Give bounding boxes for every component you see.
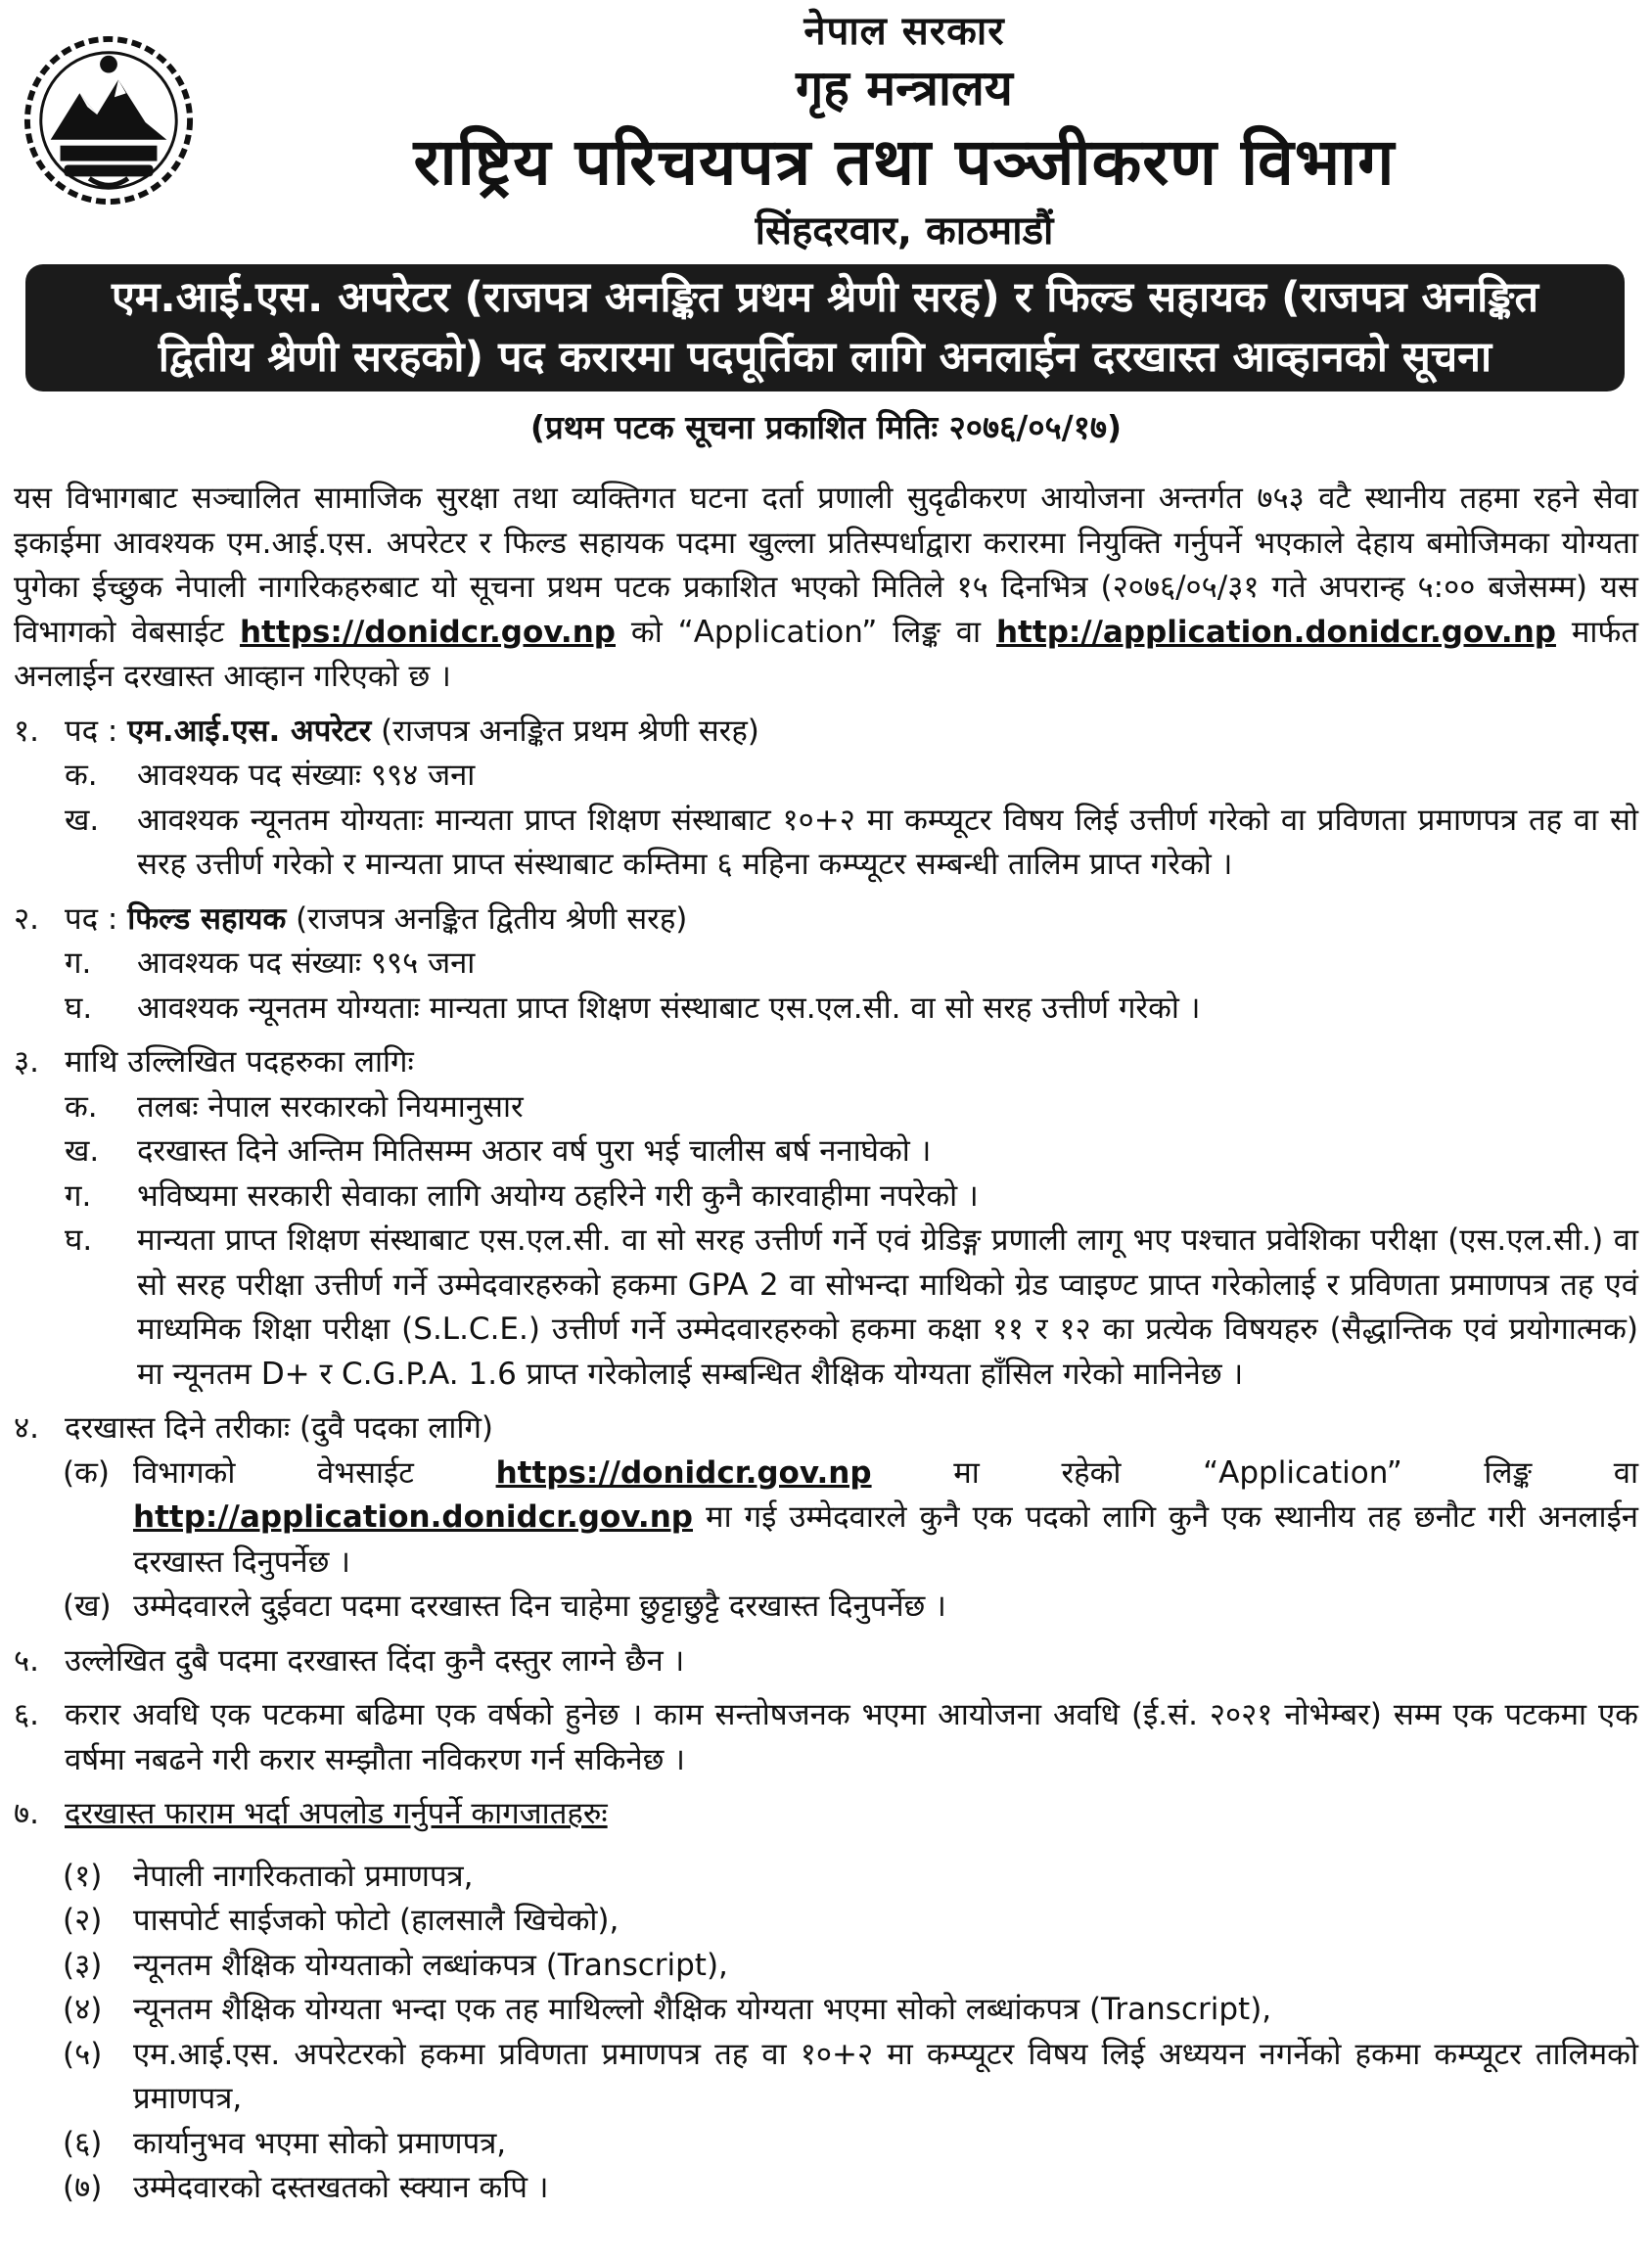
- item-text: एम.आई.एस. अपरेटरको हकमा प्रविणता प्रमाणपत्र तह वा १०+२ मा कम्प्यूटर विषय लिई अध्ययन नगर्नेको हकमा कम्प्यूटर तालिमको प्रमाणपत्र,: [133, 2036, 1638, 2116]
- list-item: [14, 2166, 1638, 2211]
- section-number: ४.: [14, 1410, 39, 1446]
- intro-text-2: को “Application” लिङ्क वा: [630, 614, 982, 650]
- nepal-emblem-icon: [22, 33, 196, 207]
- item-label: ग.: [65, 945, 92, 981]
- post-grade: (राजपत्र अनङ्कित द्वितीय श्रेणी सरह): [296, 900, 688, 937]
- section-4-heading: [14, 1406, 1638, 1451]
- section-1-heading: [14, 710, 1638, 755]
- item-label: (क): [63, 1454, 110, 1491]
- item-label: ख.: [65, 802, 100, 838]
- section-3-heading: [14, 1040, 1638, 1085]
- item-text: आवश्यक पद संख्याः ९९४ जना: [137, 758, 476, 793]
- section-number: ३.: [14, 1044, 39, 1080]
- post-grade: (राजपत्र अनङ्कित प्रथम श्रेणी सरह): [381, 713, 759, 749]
- post-label: पद :: [65, 713, 118, 749]
- website-link[interactable]: https://donidcr.gov.np: [495, 1454, 872, 1491]
- list-item: [14, 1855, 1638, 1900]
- item-text: मा गई उम्मेदवारले कुनै एक पदको लागि कुनै एक स्थानीय तह छनौट गरी अनलाईन दरखास्त दिनुपर्नेछ ।: [133, 1499, 1639, 1580]
- section-number: १.: [14, 713, 39, 749]
- item-text: मान्यता प्राप्त शिक्षण संस्थाबाट एस.एल.सी. वा सो सरह उत्तीर्ण गर्ने एवं ग्रेडिङ्ग प्रणाली लागू भए पश्चात प्रवेशिका परीक्षा (एस.एल.सी.) वा सो सरह परीक्षा उत्तीर्ण गर्ने उम्मेदवारहरुको हकमा GPA 2 वा सोभन्दा माथिको ग्रेड प्वाइण्ट प्राप्त गरेकोलाई र प्रविणता प्रमाणपत्र तह एवं माध्यमिक शिक्षा परीक्षा (S.L.C.E.) उत्तीर्ण गर्ने उम्मेदवारहरुको हकमा कक्षा ११ र १२ का प्रत्येक विषयहरु (सैद्धान्तिक एवं प्रयोगात्मक) मा न्यूनतम D+ र C.G.P.A. 1.6 प्राप्त गरेकोलाई सम्बन्धित शैक्षिक योग्यता हाँसिल गरेको मानिनेछ ।: [137, 1222, 1638, 1392]
- section-title: माथि उल्लिखित पदहरुका लागिः: [65, 1044, 414, 1080]
- list-item: [14, 754, 1638, 799]
- government-name: नेपाल सरकार: [803, 9, 1005, 54]
- section-title: दरखास्त दिने तरीकाः (दुवै पदका लागि): [65, 1410, 494, 1446]
- item-text: आवश्यक न्यूनतम योग्यताः मान्यता प्राप्त शिक्षण संस्थाबाट १०+२ मा कम्प्यूटर विषय लिई उत्तीर्ण गरेको वा प्रविणता प्रमाणपत्र तह वा सो सरह उत्तीर्ण गरेको र मान्यता प्राप्त संस्थाबाट कम्तिमा ६ महिना कम्प्यूटर सम्बन्धी तालिम प्राप्त गरेको ।: [137, 802, 1638, 882]
- banner-line-2: द्वितीय श्रेणी सरहको) पद करारमा पदपूर्तिका लागि अनलाईन दरखास्त आव्हानको सूचना: [158, 333, 1492, 382]
- list-item: [14, 799, 1638, 888]
- item-text: तलबः नेपाल सरकारको नियमानुसार: [137, 1088, 524, 1125]
- item-label: ग.: [65, 1177, 92, 1214]
- list-item: [14, 1175, 1638, 1220]
- list-item: [14, 987, 1638, 1032]
- section-number: ७.: [14, 1796, 39, 1831]
- section-number: ५.: [14, 1642, 39, 1679]
- item-text: उम्मेदवारको दस्तखतको स्क्यान कपि ।: [133, 2170, 549, 2205]
- banner-line-1: एम.आई.एस. अपरेटर (राजपत्र अनङ्कित प्रथम श्रेणी सरह) र फिल्ड सहायक (राजपत्र अनङ्कित: [111, 273, 1539, 322]
- item-label: क.: [65, 758, 98, 793]
- item-label: (२): [63, 1903, 103, 1938]
- item-label: (७): [63, 2170, 103, 2205]
- post-title: एम.आई.एस. अपरेटर: [127, 713, 372, 749]
- item-label: क.: [65, 1088, 98, 1125]
- item-text: कार्यानुभव भएमा सोको प्रमाणपत्र,: [133, 2125, 507, 2161]
- item-label: (६): [63, 2125, 103, 2161]
- list-item: [14, 1085, 1638, 1130]
- department-name: राष्ट्रिय परिचयपत्र तथा पञ्जीकरण विभाग: [413, 124, 1396, 200]
- section-5: [14, 1639, 1638, 1684]
- application-link[interactable]: http://application.donidcr.gov.np: [995, 614, 1556, 650]
- intro-text-1: यस विभागबाट सञ्चालित सामाजिक सुरक्षा तथा व्यक्तिगत घटना दर्ता प्रणाली सुदृढीकरण आयोजना अन्तर्गत ७५३ वटै स्थानीय तहमा रहने सेवा इकाईमा आवश्यक एम.आई.एस. अपरेटर र फिल्ड सहायक पदमा खुल्ला प्रतिस्पर्धाद्वारा करारमा नियुक्ति गर्नुपर्ने भएकाले देहाय बमोजिमका योग्यता पुगेका ईच्छुक नेपाली नागरिकहरुबाट यो सूचना प्रथम पटक प्रकाशित भएको मितिले १५ दिनभित्र (२०७६/०५/३१ गते अपरान्ह ५:०० बजेसम्म) यस विभागको वेबसाईट: [14, 481, 1638, 650]
- website-link[interactable]: https://donidcr.gov.np: [239, 614, 616, 650]
- item-text: आवश्यक न्यूनतम योग्यताः मान्यता प्राप्त शिक्षण संस्थाबाट एस.एल.सी. वा सो सरह उत्तीर्ण गरेको ।: [137, 990, 1201, 1026]
- item-text: न्यूनतम शैक्षिक योग्यता भन्दा एक तह माथिल्लो शैक्षिक योग्यता भएमा सोको लब्धांकपत्र (Transcript),: [133, 1992, 1272, 2027]
- item-text: भविष्यमा सरकारी सेवाका लागि अयोग्य ठहरिने गरी कुनै कारवाहीमा नपरेको ।: [137, 1177, 979, 1214]
- ministry-name: गृह मन्त्रालय: [796, 60, 1013, 116]
- item-text: मा रहेको “Application” लिङ्क वा: [953, 1454, 1639, 1491]
- list-item: [14, 1988, 1638, 2033]
- item-label: (३): [63, 1947, 103, 1983]
- section-6: [14, 1693, 1638, 1782]
- item-label: ख.: [65, 1133, 100, 1169]
- letterhead: [196, 6, 1613, 256]
- list-item: [14, 2033, 1638, 2122]
- item-label: (४): [63, 1992, 103, 2027]
- office-location: सिंहदरवार, काठमाडौं: [755, 208, 1054, 253]
- list-item: [14, 1219, 1638, 1397]
- list-item: [14, 1585, 1638, 1630]
- item-text: पासपोर्ट साईजको फोटो (हालसालै खिचेको),: [133, 1903, 620, 1938]
- list-item: [14, 1451, 1638, 1586]
- section-2-heading: [14, 898, 1638, 943]
- item-label: (५): [63, 2036, 103, 2072]
- section-text: उल्लेखित दुबै पदमा दरखास्त दिंदा कुनै दस्तुर लाग्ने छैन ।: [65, 1642, 685, 1679]
- item-text: न्यूनतम शैक्षिक योग्यताको लब्धांकपत्र (Transcript),: [133, 1947, 728, 1983]
- post-label: पद :: [65, 900, 118, 937]
- intro-text-3: मार्फत अनलाईन दरखास्त आव्हान गरिएको छ ।: [14, 614, 1639, 694]
- notice-title-banner: [25, 264, 1625, 392]
- item-text: आवश्यक पद संख्याः ९९५ जना: [137, 945, 476, 981]
- list-item: [14, 1899, 1638, 1944]
- intro-paragraph: [14, 477, 1638, 700]
- section-text: करार अवधि एक पटकमा बढिमा एक वर्षको हुनेछ । काम सन्तोषजनक भएमा आयोजना अवधि (ई.सं. २०२१ नोभेम्बर) सम्म एक पटकमा एक वर्षमा नबढने गरी करार सम्झौता नविकरण गर्न सकिनेछ ।: [65, 1697, 1638, 1777]
- application-link[interactable]: http://application.donidcr.gov.np: [133, 1499, 693, 1535]
- list-item: [14, 1129, 1638, 1175]
- list-item: [14, 1944, 1638, 1989]
- item-label: (१): [63, 1858, 103, 1894]
- item-text: विभागको वेभसाईट: [133, 1454, 414, 1491]
- item-label: (ख): [63, 1589, 112, 1624]
- notice-body: [14, 477, 1638, 2211]
- item-text: नेपाली नागरिकताको प्रमाणपत्र,: [133, 1858, 474, 1894]
- item-label: घ.: [65, 1222, 93, 1258]
- section-title: दरखास्त फाराम भर्दा अपलोड गर्नुपर्ने कागजातहरुः: [65, 1796, 608, 1831]
- item-label: घ.: [65, 990, 93, 1026]
- section-7-heading: [14, 1792, 1638, 1837]
- post-title: फिल्ड सहायक: [127, 900, 287, 937]
- section-number: ६.: [14, 1697, 39, 1732]
- section-number: २.: [14, 900, 39, 937]
- item-text: दरखास्त दिने अन्तिम मितिसम्म अठार वर्ष पुरा भई चालीस बर्ष ननाघेको ।: [137, 1133, 932, 1169]
- list-item: [14, 2122, 1638, 2167]
- list-item: [14, 942, 1638, 987]
- publication-date: (प्रथम पटक सूचना प्रकाशित मितिः २०७६/०५/१७): [529, 408, 1123, 446]
- item-text: उम्मेदवारले दुईवटा पदमा दरखास्त दिन चाहेमा छुट्टाछुट्टै दरखास्त दिनुपर्नेछ ।: [133, 1589, 946, 1624]
